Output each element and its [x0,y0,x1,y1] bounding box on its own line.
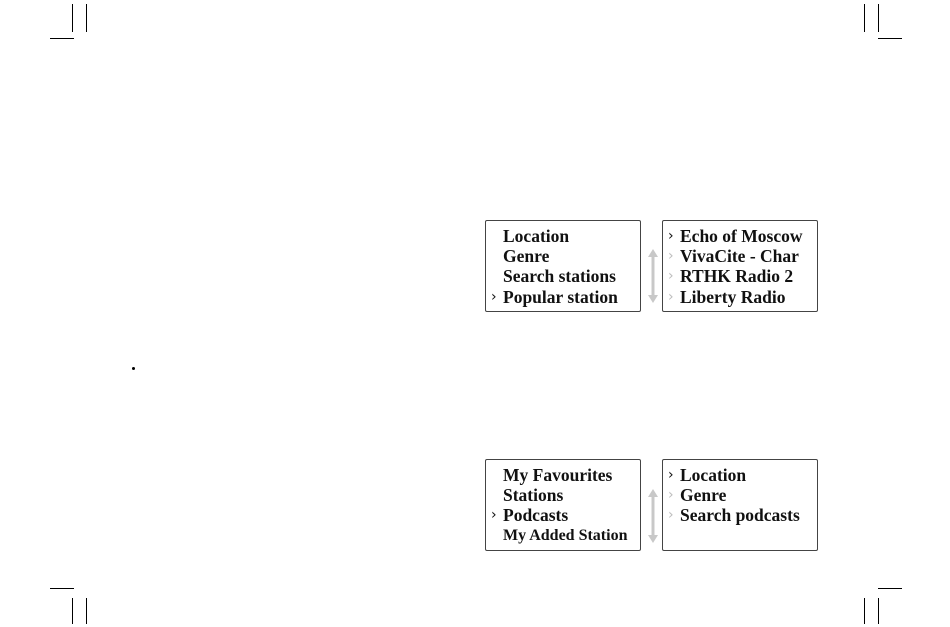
lcd-screen-main-menu [485,459,641,551]
caret-icon: › [668,248,674,264]
podcast-item-label: Search podcasts [680,505,800,525]
podcast-item-search-podcasts[interactable] [663,505,817,525]
station-label: RTHK Radio 2 [680,266,794,286]
menu-item-label: My Favourites [503,465,613,485]
podcast-item-genre[interactable] [663,485,817,505]
station-label: Echo of Moscow [680,226,803,246]
menu-item-popular-station[interactable] [486,287,640,307]
caret-icon: › [668,268,674,284]
lcd-screen-menu [485,220,641,312]
caret-icon: › [668,289,674,305]
lcd-screen-podcast-menu [662,459,818,551]
station-item-rthk-radio-2[interactable] [663,266,817,286]
station-item-vivacite[interactable] [663,246,817,266]
menu-item-my-favourites[interactable] [486,465,640,485]
podcast-item-label: Location [680,465,747,485]
station-item-echo-of-moscow[interactable] [663,226,817,246]
caret-icon: › [668,507,674,523]
station-item-liberty-radio[interactable] [663,287,817,307]
lcd-screen-station-list [662,220,818,312]
caret-icon: › [668,228,674,244]
menu-item-search-stations[interactable] [486,266,640,286]
menu-item-label: Location [503,226,570,246]
podcast-item-label: Genre [680,485,727,505]
caret-icon: › [491,507,497,523]
menu-item-label: Search stations [503,266,616,286]
menu-item-label: My Added Station [503,527,628,544]
menu-item-location[interactable] [486,226,640,246]
menu-item-label: Stations [503,485,564,505]
caret-icon: › [491,289,497,305]
menu-item-label: Genre [503,246,550,266]
caret-icon: › [668,467,674,483]
scroll-arrow-icon [646,488,660,544]
menu-item-podcasts[interactable] [486,505,640,525]
menu-item-stations[interactable] [486,485,640,505]
podcast-item-location[interactable] [663,465,817,485]
bullet-dot [132,367,135,370]
station-label: VivaCite - Char [680,246,799,266]
station-label: Liberty Radio [680,287,786,307]
menu-item-genre[interactable] [486,246,640,266]
menu-item-label: Podcasts [503,505,569,525]
scroll-arrow-icon [646,248,660,304]
menu-item-my-added-station[interactable] [486,526,640,546]
menu-item-label: Popular station [503,287,618,307]
caret-icon: › [668,487,674,503]
